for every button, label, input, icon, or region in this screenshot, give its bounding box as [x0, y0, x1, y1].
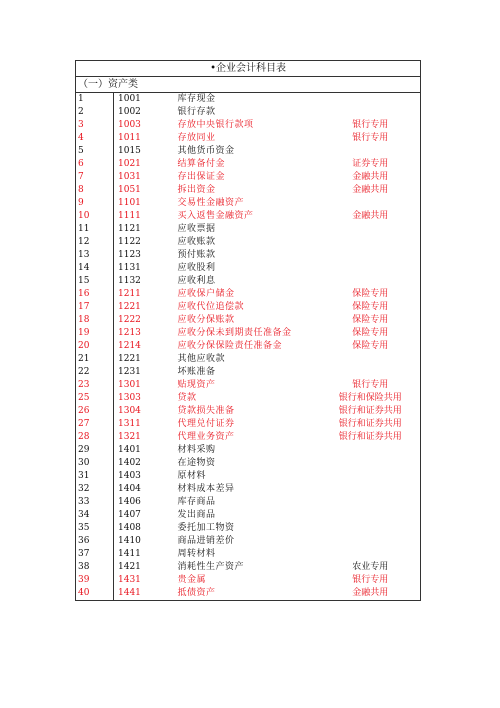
- row-number-cell: 39: [76, 574, 114, 587]
- table-row: [76, 236, 421, 249]
- account-name-cell: 在途物资: [177, 458, 216, 468]
- table-row: [76, 379, 421, 392]
- usage-note-cell: [321, 470, 421, 483]
- row-number-cell: 15: [76, 275, 114, 288]
- account-name-cell: 买入返售金融资产: [177, 211, 254, 221]
- account-code-cell: 1304: [118, 406, 141, 416]
- table-row: [76, 262, 421, 275]
- usage-note-cell: 保险专用: [321, 288, 421, 301]
- account-code-cell: 1406: [118, 497, 141, 507]
- account-name-cell: 坏账准备: [177, 367, 216, 377]
- usage-note-cell: 金融共用: [321, 171, 421, 184]
- account-name-cell: 贷款: [177, 393, 197, 403]
- account-name-cell: 材料成本差异: [177, 484, 235, 494]
- account-code-cell: 1211: [118, 289, 141, 299]
- account-code-cell: 1123: [118, 250, 141, 260]
- usage-note-cell: 银行专用: [321, 132, 421, 145]
- account-name-cell: 原材料: [177, 471, 207, 481]
- row-number-cell: 18: [76, 314, 114, 327]
- account-name-cell: 应收分保保险责任准备金: [177, 341, 283, 351]
- account-code-cell: 1214: [118, 341, 141, 351]
- usage-note-cell: [321, 353, 421, 366]
- row-number-cell: 29: [76, 444, 114, 457]
- account-name-cell: 存放中央银行款项: [177, 120, 254, 130]
- account-code-cell: 1213: [118, 328, 141, 338]
- table-row: [76, 210, 421, 223]
- usage-note-cell: [321, 483, 421, 496]
- usage-note-cell: 证券专用: [321, 158, 421, 171]
- row-number-cell: 20: [76, 340, 114, 353]
- row-number-cell: 36: [76, 535, 114, 548]
- table-row: [76, 340, 421, 353]
- account-code-cell: 1311: [118, 419, 141, 429]
- account-code-cell: 1402: [118, 458, 141, 468]
- row-number-cell: 8: [76, 184, 114, 197]
- account-code-cell: 1411: [118, 549, 141, 559]
- account-code-cell: 1231: [118, 367, 141, 377]
- account-code-cell: 1001: [118, 94, 141, 104]
- table-row: [76, 249, 421, 262]
- row-number-cell: 3: [76, 119, 114, 132]
- row-number-cell: 1: [76, 93, 114, 107]
- table-title: •企业会计科目表: [76, 61, 421, 77]
- row-number-cell: 10: [76, 210, 114, 223]
- table-row: [76, 522, 421, 535]
- usage-note-cell: 保险专用: [321, 340, 421, 353]
- table-row: [76, 535, 421, 548]
- account-name-cell: 应收保户储金: [177, 289, 235, 299]
- usage-note-cell: 金融共用: [321, 210, 421, 223]
- usage-note-cell: 金融共用: [321, 587, 421, 601]
- account-name-cell: 代理兑付证券: [177, 419, 235, 429]
- account-code-cell: 1408: [118, 523, 141, 533]
- section-header: （一）资产类: [76, 77, 421, 93]
- usage-note-cell: [321, 444, 421, 457]
- account-name-cell: 周转材料: [177, 549, 216, 559]
- account-name-cell: 委托加工物资: [177, 523, 235, 533]
- account-name-cell: 库存现金: [177, 94, 216, 104]
- row-number-cell: 28: [76, 431, 114, 444]
- usage-note-cell: 银行和证券共用: [321, 431, 421, 444]
- usage-note-cell: [321, 535, 421, 548]
- account-table-sheet: [75, 60, 420, 601]
- usage-note-cell: 保险专用: [321, 314, 421, 327]
- table-row: [76, 431, 421, 444]
- table-row: [76, 223, 421, 236]
- usage-note-cell: [321, 145, 421, 158]
- account-name-cell: 发出商品: [177, 510, 216, 520]
- table-row: [76, 470, 421, 483]
- account-code-cell: 1303: [118, 393, 141, 403]
- row-number-cell: 32: [76, 483, 114, 496]
- table-row: [76, 574, 421, 587]
- table-row: [76, 145, 421, 158]
- account-name-cell: 结算备付金: [177, 159, 226, 169]
- table-row: [76, 301, 421, 314]
- row-number-cell: 33: [76, 496, 114, 509]
- table-row: [76, 405, 421, 418]
- row-number-cell: 37: [76, 548, 114, 561]
- account-name-cell: 贷款损失准备: [177, 406, 235, 416]
- row-number-cell: 34: [76, 509, 114, 522]
- table-row: [76, 158, 421, 171]
- usage-note-cell: [321, 262, 421, 275]
- row-number-cell: 40: [76, 587, 114, 601]
- account-name-cell: 存放同业: [177, 133, 216, 143]
- account-code-cell: 1031: [118, 172, 141, 182]
- account-name-cell: 预付账款: [177, 250, 216, 260]
- usage-note-cell: 金融共用: [321, 184, 421, 197]
- row-number-cell: 5: [76, 145, 114, 158]
- account-name-cell: 材料采购: [177, 445, 216, 455]
- account-code-cell: 1003: [118, 120, 141, 130]
- row-number-cell: 14: [76, 262, 114, 275]
- row-number-cell: 16: [76, 288, 114, 301]
- table-row: [76, 119, 421, 132]
- account-name-cell: 拆出资金: [177, 185, 216, 195]
- row-number-cell: 7: [76, 171, 114, 184]
- account-name-cell: 其他应收款: [177, 354, 226, 364]
- usage-note-cell: [321, 522, 421, 535]
- usage-note-cell: 银行专用: [321, 379, 421, 392]
- table-row: [76, 314, 421, 327]
- usage-note-cell: [321, 236, 421, 249]
- account-code-cell: 1011: [118, 133, 141, 143]
- account-code-cell: 1015: [118, 146, 141, 156]
- usage-note-cell: [321, 457, 421, 470]
- account-code-cell: 1101: [118, 198, 141, 208]
- table-row: [76, 548, 421, 561]
- table-row: [76, 444, 421, 457]
- account-code-cell: 1132: [118, 276, 141, 286]
- row-number-cell: 31: [76, 470, 114, 483]
- row-number-cell: 26: [76, 405, 114, 418]
- account-code-cell: 1301: [118, 380, 141, 390]
- account-name-cell: 贵金属: [177, 575, 207, 585]
- table-row: [76, 561, 421, 574]
- account-code-cell: 1222: [118, 315, 141, 325]
- row-number-cell: 2: [76, 106, 114, 119]
- account-name-cell: 存出保证金: [177, 172, 226, 182]
- usage-note-cell: 银行专用: [321, 119, 421, 132]
- table-row: [76, 366, 421, 379]
- account-name-cell: 交易性金融资产: [177, 198, 245, 208]
- account-table: [75, 60, 421, 601]
- row-number-cell: 25: [76, 392, 114, 405]
- row-number-cell: 22: [76, 366, 114, 379]
- row-number-cell: 13: [76, 249, 114, 262]
- table-row: [76, 392, 421, 405]
- usage-note-cell: [321, 223, 421, 236]
- usage-note-cell: 保险专用: [321, 327, 421, 340]
- account-name-cell: 抵债资产: [176, 587, 321, 601]
- usage-note-cell: [321, 509, 421, 522]
- account-name-cell: 应收票据: [177, 224, 216, 234]
- usage-note-cell: [321, 548, 421, 561]
- account-name-cell: 应收分保账款: [177, 315, 235, 325]
- usage-note-cell: [321, 496, 421, 509]
- account-code-cell: 1122: [118, 237, 141, 247]
- table-row: [76, 457, 421, 470]
- usage-note-cell: [321, 93, 421, 107]
- row-number-cell: 21: [76, 353, 114, 366]
- account-name-cell: 消耗性生产资产: [177, 562, 245, 572]
- account-code-cell: 1410: [118, 536, 141, 546]
- table-row: [76, 171, 421, 184]
- table-row: [76, 587, 421, 601]
- row-number-cell: 30: [76, 457, 114, 470]
- usage-note-cell: 农业专用: [321, 561, 421, 574]
- table-row: [76, 93, 421, 107]
- table-row: [76, 288, 421, 301]
- usage-note-cell: [321, 106, 421, 119]
- usage-note-cell: 银行和证券共用: [321, 418, 421, 431]
- row-number-cell: 17: [76, 301, 114, 314]
- table-row: [76, 327, 421, 340]
- account-code-cell: 1321: [118, 432, 141, 442]
- table-row: [76, 496, 421, 509]
- row-number-cell: 12: [76, 236, 114, 249]
- row-number-cell: 4: [76, 132, 114, 145]
- table-row: [76, 197, 421, 210]
- account-name-cell: 应收分保未到期责任准备金: [177, 328, 292, 338]
- account-code-cell: 1021: [118, 159, 141, 169]
- account-name-cell: 应收利息: [177, 276, 216, 286]
- usage-note-cell: [321, 366, 421, 379]
- usage-note-cell: [321, 275, 421, 288]
- account-code-cell: 1404: [118, 484, 141, 494]
- table-row: [76, 106, 421, 119]
- row-number-cell: 23: [76, 379, 114, 392]
- account-name-cell: 代理业务资产: [177, 432, 235, 442]
- account-name-cell: 应收股利: [177, 263, 216, 273]
- table-row: [76, 275, 421, 288]
- account-name-cell: 其他货币资金: [177, 146, 235, 156]
- row-number-cell: 9: [76, 197, 114, 210]
- account-name-cell: 应收账款: [177, 237, 216, 247]
- account-name-cell: 商品进销差价: [177, 536, 235, 546]
- account-name-cell: 库存商品: [177, 497, 216, 507]
- account-code-cell: 1221: [118, 302, 141, 312]
- account-code-cell: 1403: [118, 471, 141, 481]
- usage-note-cell: 保险专用: [321, 301, 421, 314]
- account-code-cell: 1401: [118, 445, 141, 455]
- row-number-cell: 6: [76, 158, 114, 171]
- row-number-cell: 11: [76, 223, 114, 236]
- usage-note-cell: 银行专用: [321, 574, 421, 587]
- account-code-cell: 1121: [118, 224, 141, 234]
- account-code-cell: 1131: [118, 263, 141, 273]
- account-code-cell: 1111: [118, 211, 141, 221]
- usage-note-cell: [321, 249, 421, 262]
- row-number-cell: 35: [76, 522, 114, 535]
- account-name-cell: 应收代位追偿款: [177, 302, 245, 312]
- account-code-cell: 1441: [114, 587, 176, 601]
- row-number-cell: 38: [76, 561, 114, 574]
- table-row: [76, 483, 421, 496]
- account-code-cell: 1407: [118, 510, 141, 520]
- account-code-cell: 1221: [118, 354, 141, 364]
- row-number-cell: 27: [76, 418, 114, 431]
- table-row: [76, 132, 421, 145]
- account-name-cell: 银行存款: [177, 107, 216, 117]
- table-row: [76, 353, 421, 366]
- row-number-cell: 19: [76, 327, 114, 340]
- table-row: [76, 418, 421, 431]
- usage-note-cell: 银行和保险共用: [321, 392, 421, 405]
- account-code-cell: 1051: [118, 185, 141, 195]
- usage-note-cell: [321, 197, 421, 210]
- account-name-cell: 贴现资产: [177, 380, 216, 390]
- account-code-cell: 1002: [118, 107, 141, 117]
- usage-note-cell: 银行和证券共用: [321, 405, 421, 418]
- table-row: [76, 184, 421, 197]
- table-row: [76, 509, 421, 522]
- account-code-cell: 1431: [118, 575, 141, 585]
- account-code-cell: 1421: [118, 562, 141, 572]
